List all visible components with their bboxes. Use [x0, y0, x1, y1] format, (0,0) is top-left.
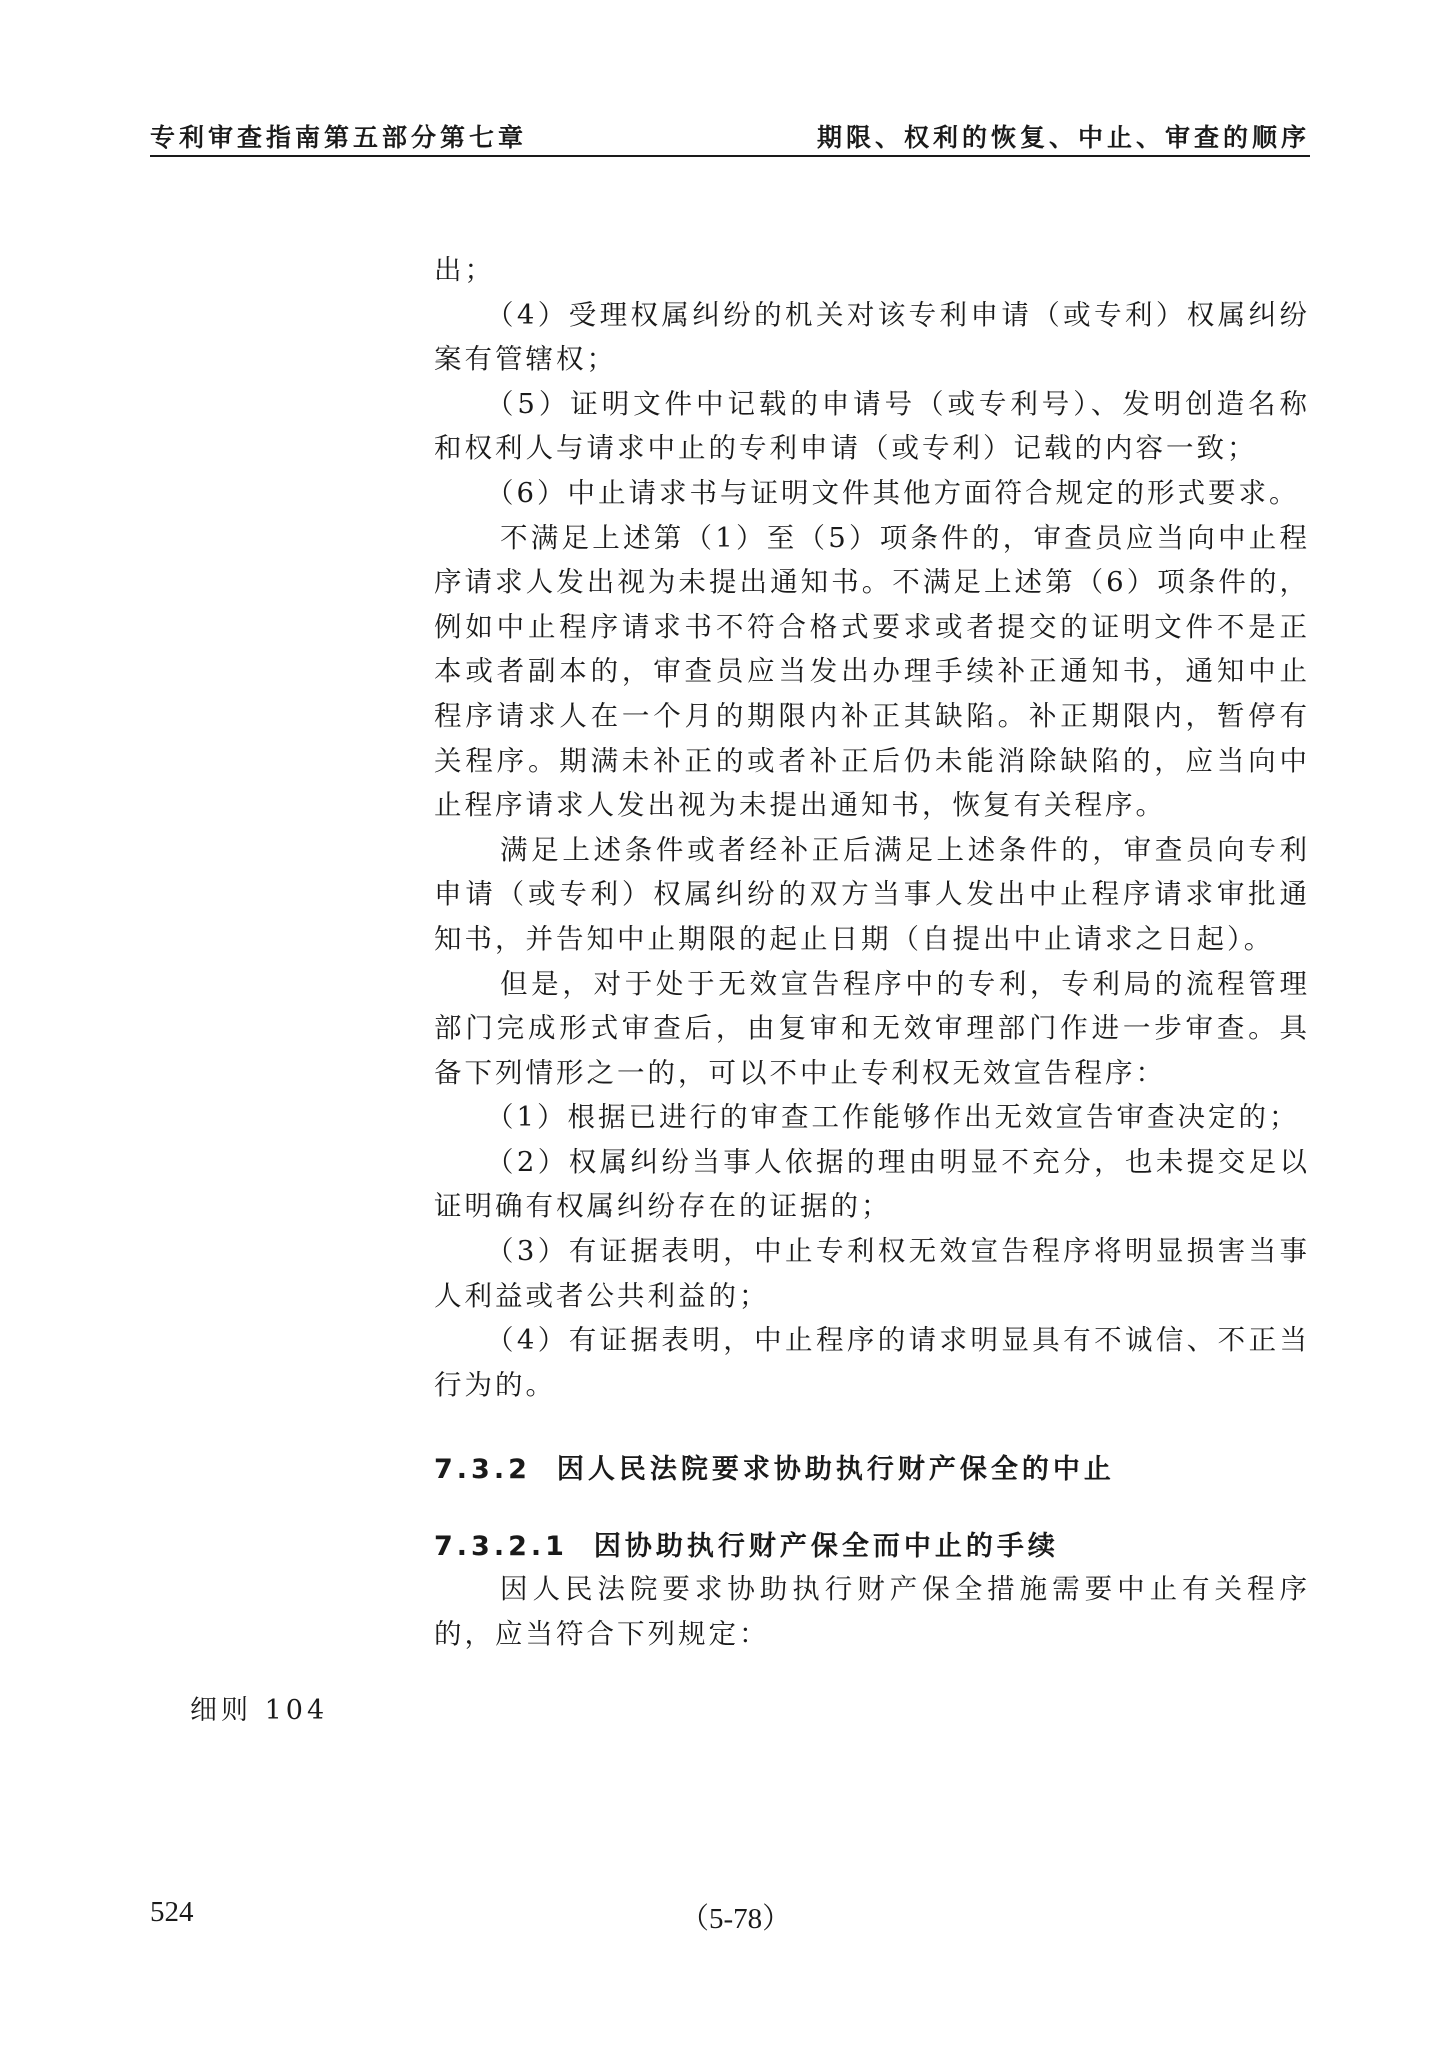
section-title: 因协助执行财产保全而中止的手续 — [593, 1531, 1059, 1563]
section-heading-7-3-2-1 — [434, 1524, 1310, 1563]
folio: （5-78） — [680, 1903, 792, 1935]
section-title: 因人民法院要求协助执行财产保全的中止 — [556, 1454, 1115, 1486]
paragraph-exception-4: （4）有证据表明，中止程序的请求明显具有不诚信、不正当行为的。 — [434, 1324, 1310, 1401]
header-section-title: 期限、权利的恢复、中止、审查的顺序 — [816, 123, 1310, 152]
header-chapter-title: 专利审查指南第五部分第七章 — [150, 123, 528, 152]
paragraph-exception-2: （2）权属纠纷当事人依据的理由明显不充分，也未提交足以证明确有权属纠纷存在的证据的； — [434, 1145, 1310, 1223]
section-number: 7.3.2.1 — [434, 1531, 568, 1563]
page-number: 524 — [150, 1896, 194, 1928]
section-number: 7.3.2 — [434, 1454, 531, 1486]
paragraph-property-preservation: 因人民法院要求协助执行财产保全措施需要中止有关程序的，应当符合下列规定： — [434, 1573, 1310, 1651]
paragraph-exception-1: （1）根据已进行的审查工作能够作出无效宣告审查决定的； — [486, 1101, 1300, 1134]
paragraph-invalidation-exception: 但是，对于处于无效宣告程序中的专利，专利局的流程管理部门完成形式审查后，由复审和无效审理部门作进一步审查。具备下列情形之一的，可以不中止专利权无效宣告程序： — [434, 967, 1310, 1089]
margin-note-rule-reference: 细则 104 — [190, 1695, 329, 1726]
paragraph-condition-5: （5）证明文件中记载的申请号（或专利号）、发明创造名称和权利人与请求中止的专利申请（或专利）记载的内容一致； — [434, 387, 1310, 465]
header-rule — [150, 155, 1310, 157]
paragraph-condition-6: （6）中止请求书与证明文件其他方面符合规定的形式要求。 — [486, 476, 1300, 509]
running-header — [150, 116, 1310, 156]
paragraph-continuation: 出； — [434, 254, 495, 286]
body-text — [434, 248, 1310, 1657]
paragraph-exception-3: （3）有证据表明，中止专利权无效宣告程序将明显损害当事人利益或者公共利益的； — [434, 1235, 1310, 1312]
paragraph-not-satisfied: 不满足上述第（1）至（5）项条件的，审查员应当向中止程序请求人发出视为未提出通知书。不满足上述第（6）项条件的，例如中止程序请求书不符合格式要求或者提交的证明文件不是正本或者副本的，审查员应当发出办理手续补正通知书，通知中止程序请求人在一个月的期限内补正其缺陷。补正期限内，暂停有关程序。期满未补正的或者补正后仍未能消除缺陷的，应当向中止程序请求人发出视为未提出通知书，恢复有关程序。 — [434, 521, 1310, 822]
paragraph-satisfied: 满足上述条件或者经补正后满足上述条件的，审查员向专利申请（或专利）权属纠纷的双方当事人发出中止程序请求审批通知书，并告知中止期限的起止日期（自提出中止请求之日起）。 — [434, 833, 1310, 955]
section-heading-7-3-2 — [434, 1447, 1310, 1486]
paragraph-condition-4: （4）受理权属纠纷的机关对该专利申请（或专利）权属纠纷案有管辖权； — [434, 298, 1310, 376]
